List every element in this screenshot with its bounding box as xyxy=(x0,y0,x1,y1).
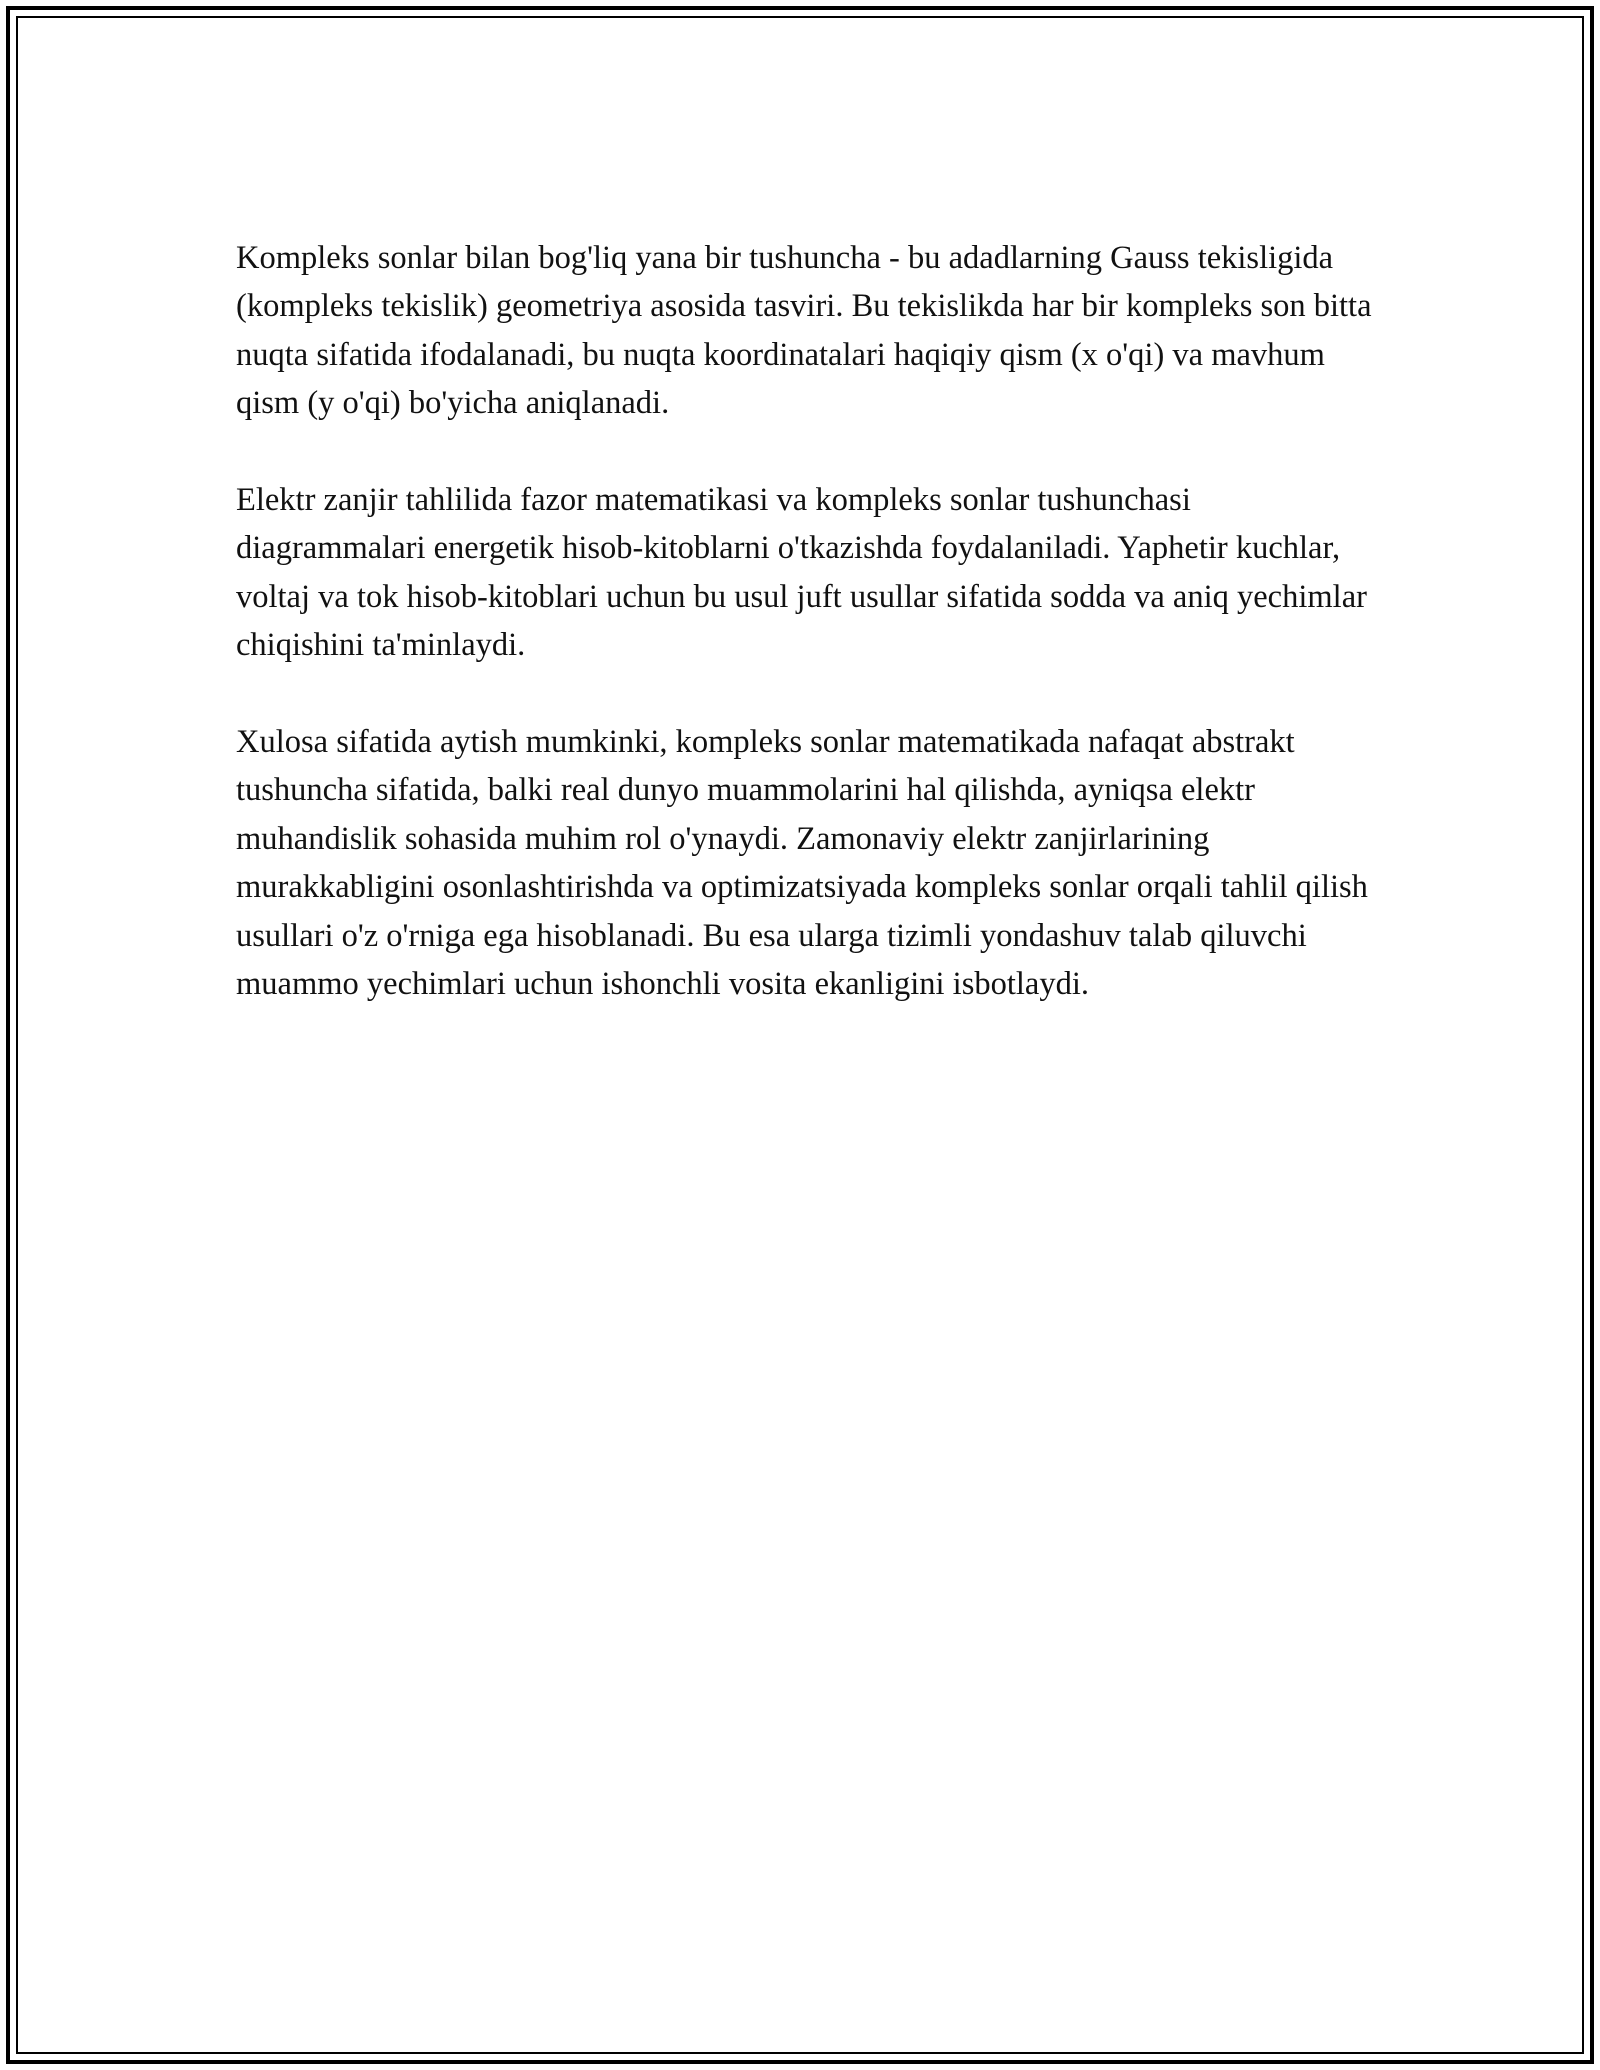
paragraph-conclusion: Xulosa sifatida aytish mumkinki, kompleks sonlar matematikada nafaqat abstrakt tushuncha sifatida, balki real dunyo muammolarini hal qilishda, ayniqsa elektr muhandislik sohasida muhim rol o'ynaydi. Zamonaviy elektr zanjirlarining murakkabligini osonlashtirishda va optimizatsiyada kompleks sonlar orqali tahlil qilish usullari o'z o'rniga ega hisoblanadi. Bu esa ularga tizimli yondashuv talab qiluvchi muammo yechimlari uchun ishonchli vosita ekanligini isbotlaydi. xyxy=(236,724,1368,1003)
paragraph-circuit-analysis: Elektr zanjir tahlilida fazor matematikasi va kompleks sonlar tushunchasi diagrammalari energetik hisob-kitoblarni o'tkazishda foydalaniladi. Yaphetir kuchlar, voltaj va tok hisob-kitoblari uchun bu usul juft usullar sifatida sodda va aniq yechimlar chiqishini ta'minlaydi. xyxy=(236,482,1367,664)
document-body xyxy=(236,234,1376,1057)
paragraph-gauss-plane: Kompleks sonlar bilan bog'liq yana bir tushuncha - bu adadlarning Gauss tekisligida (kompleks tekislik) geometriya asosida tasviri. Bu tekislikda har bir kompleks son bitta nuqta sifatida ifodalanadi, bu nuqta koordinatalari haqiqiy qism (x o'qi) va mavhum qism (y o'qi) bo'yicha aniqlanadi. xyxy=(236,240,1372,422)
